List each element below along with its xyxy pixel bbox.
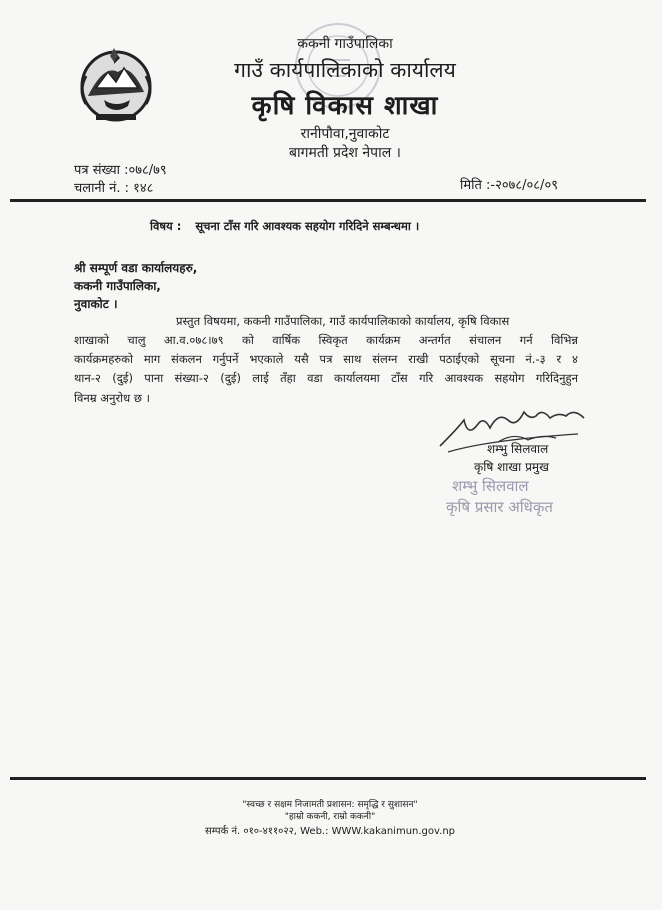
footer-divider xyxy=(10,777,646,780)
body-line: थान-२ (दुई) पाना संख्या-२ (दुई) लाई तँहा वडा कार्यालयमा टाँस गरि आवश्यक सहयोग गरिदिनुहुन xyxy=(74,371,578,385)
footer-contact: सम्पर्क नं. ०१०-४११०२२, Web.: WWW.kakanimun.gov.np xyxy=(204,826,456,837)
subject-text: सूचना टाँस गरि आवश्यक सहयोग गरिदिने सम्बन्धमा । xyxy=(195,219,420,233)
municipality-name: ककनी गाउँपालिका xyxy=(297,36,393,52)
name-stamp: शम्भु सिलवाल xyxy=(452,477,529,495)
body-line: विनम्र अनुरोध छ । xyxy=(74,391,150,405)
footer-slogan: "हाम्रो ककनी, राम्रो ककनी" xyxy=(284,812,376,822)
office-location: रानीपौवा,नुवाकोट xyxy=(300,126,390,142)
nepal-emblem-icon xyxy=(74,42,158,126)
footer-motto: "स्वच्छ र सक्षम निजामती प्रशासन: समृद्धि र सुशासन" xyxy=(242,800,418,810)
signatory-name: शम्भु सिलवाल xyxy=(487,442,549,456)
branch-name: कृषि विकास शाखा xyxy=(251,91,439,121)
letter-number: पत्र संख्या :०७८/७९ xyxy=(74,163,167,178)
subject-line xyxy=(150,219,419,234)
signatory-title: कृषि शाखा प्रमुख xyxy=(474,460,549,474)
office-name: गाउँ कार्यपालिकाको कार्यालय xyxy=(234,58,456,82)
province-name: बागमती प्रदेश नेपाल । xyxy=(289,145,401,161)
addressee-line: नुवाकोट । xyxy=(74,297,118,311)
body-line: प्रस्तुत विषयमा, ककनी गाउँपालिका, गाउँ कार्यपालिकाको कार्यालय, कृषि विकास xyxy=(176,314,510,328)
header-divider xyxy=(10,199,646,202)
body-line: शाखाको चालु आ.व.०७८।७९ को वार्षिक स्विकृत कार्यक्रम अन्तर्गत संचालन गर्न विभिन्न xyxy=(74,333,578,347)
designation-stamp: कृषि प्रसार अधिकृत xyxy=(446,498,553,516)
dispatch-number: चलानी नं. : १४८ xyxy=(74,181,154,196)
letter-date: मिति :-२०७८/०८/०९ xyxy=(460,178,558,193)
addressee-line: श्री सम्पूर्ण वडा कार्यालयहरु, xyxy=(74,261,198,275)
subject-label: विषय : xyxy=(150,219,182,233)
addressee-line: ककनी गाउँपालिका, xyxy=(74,279,161,293)
body-line: कार्यक्रमहरुको माग संकलन गर्नुपर्ने भएकाले यसै पत्र साथ संलग्न राखी पठाईएको सूचना नं.-३ र ४ xyxy=(74,352,578,366)
